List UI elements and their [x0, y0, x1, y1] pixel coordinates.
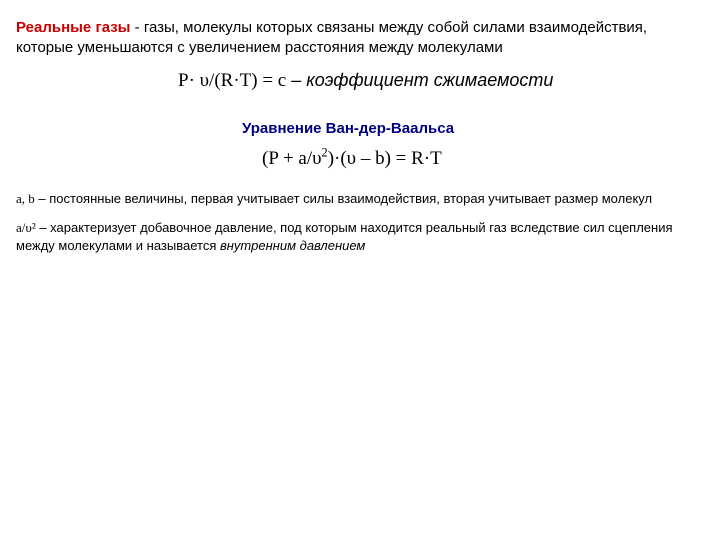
note-constants-symbols: a, b [16, 191, 35, 206]
note-constants-text: – постоянные величины, первая учитывает силы взаимодействия, вторая учитывает размер молекул [34, 191, 653, 206]
compressibility-formula [178, 70, 553, 92]
intro-text: - газы, молекулы которых связаны между собой силами взаимодействия, которые уменьшаются с увеличением расстояния между молекулами [16, 19, 648, 56]
note-internal-pressure-emphasis: внутренним давлением [219, 238, 366, 253]
equation-part1: (P + a/υ [262, 148, 322, 169]
note-constants [16, 190, 716, 208]
equation-exponent: 2 [321, 145, 328, 160]
intro-paragraph [16, 18, 706, 58]
compressibility-description: – коэффициент сжимаемости [286, 70, 554, 90]
compressibility-expression: P· υ/(R·T) = c [178, 70, 287, 91]
equation-part2: )·(υ – b) = R·T [327, 148, 442, 169]
note-internal-pressure-symbol: a/υ² [16, 220, 36, 235]
note-internal-pressure-text: – характеризует добавочное давление, под которым находится реальный газ вследствие сил сцепления между молекулами и называется [16, 220, 673, 253]
term-real-gases: Реальные газы [16, 19, 131, 36]
note-internal-pressure [16, 219, 696, 255]
section-heading: Уравнение Ван-дер-Ваальса [242, 120, 455, 137]
van-der-waals-equation [262, 145, 442, 170]
